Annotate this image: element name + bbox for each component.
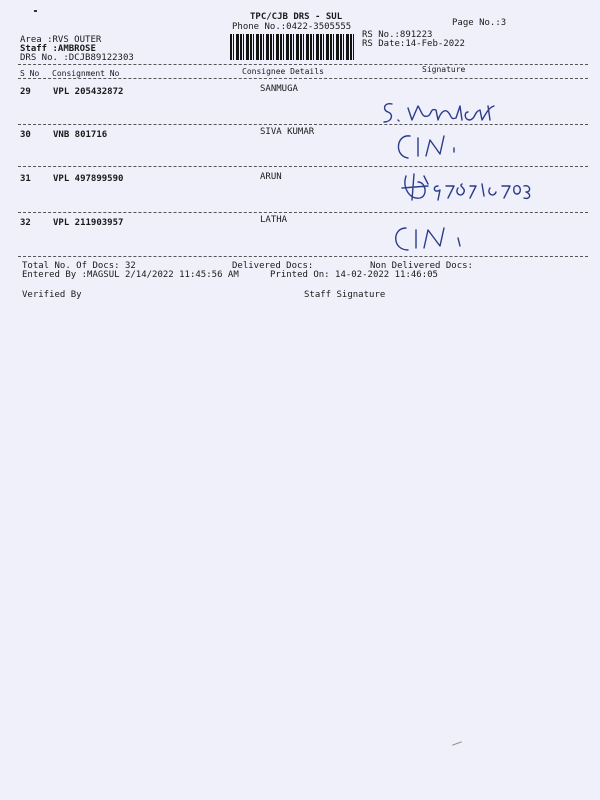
row-consignment: VPL 205432872 bbox=[53, 87, 124, 97]
signature-row-32 bbox=[388, 220, 478, 254]
signature-row-30 bbox=[390, 128, 470, 162]
header-divider bbox=[18, 64, 588, 65]
area-label: Area :RVS OUTER bbox=[20, 35, 102, 45]
row-divider bbox=[18, 166, 588, 167]
scan-speck bbox=[452, 741, 462, 745]
drs-number: DRS No. :DCJB89122303 bbox=[20, 53, 134, 63]
total-docs: Total No. Of Docs: 32 bbox=[22, 261, 136, 271]
row-consignee: SIVA KUMAR bbox=[260, 127, 315, 137]
document-title: TPC/CJB DRS - SUL bbox=[250, 12, 343, 22]
row-consignment: VPL 497899590 bbox=[53, 174, 124, 184]
row-consignment: VPL 211903957 bbox=[53, 218, 124, 228]
rs-date: RS Date:14-Feb-2022 bbox=[362, 39, 465, 49]
rs-number: RS No.:891223 bbox=[362, 30, 433, 40]
signature-row-31 bbox=[398, 170, 538, 206]
barcode bbox=[230, 34, 356, 60]
printed-on: Printed On: 14-02-2022 11:46:05 bbox=[270, 270, 438, 280]
column-sno: S No bbox=[20, 69, 40, 78]
row-sno: 32 bbox=[20, 218, 31, 228]
row-sno: 30 bbox=[20, 130, 31, 140]
non-delivered-docs: Non Delivered Docs: bbox=[370, 261, 473, 271]
row-divider bbox=[18, 212, 588, 213]
verified-by: Verified By bbox=[22, 290, 82, 300]
staff-signature: Staff Signature bbox=[304, 290, 386, 300]
row-consignee: ARUN bbox=[260, 172, 282, 182]
row-consignee: LATHA bbox=[260, 215, 288, 225]
staff-label: Staff :AMBROSE bbox=[20, 44, 96, 54]
row-sno: 31 bbox=[20, 174, 31, 184]
scan-speck bbox=[34, 10, 37, 12]
delivered-docs: Delivered Docs: bbox=[232, 261, 314, 271]
column-consignee: Consignee Details bbox=[242, 67, 324, 76]
row-divider bbox=[18, 124, 588, 125]
row-consignment: VNB 801716 bbox=[53, 130, 108, 140]
phone-number: Phone No.:0422-3505555 bbox=[232, 22, 352, 32]
column-consignment: Consignment No bbox=[52, 69, 120, 78]
column-signature: Signature bbox=[422, 65, 466, 74]
table-end-divider bbox=[18, 256, 588, 257]
page-number: Page No.:3 bbox=[452, 18, 507, 28]
row-sno: 29 bbox=[20, 87, 31, 97]
row-consignee: SANMUGA bbox=[260, 84, 298, 94]
entered-by: Entered By :MAGSUL 2/14/2022 11:45:56 AM bbox=[22, 270, 239, 280]
column-divider bbox=[18, 78, 588, 79]
